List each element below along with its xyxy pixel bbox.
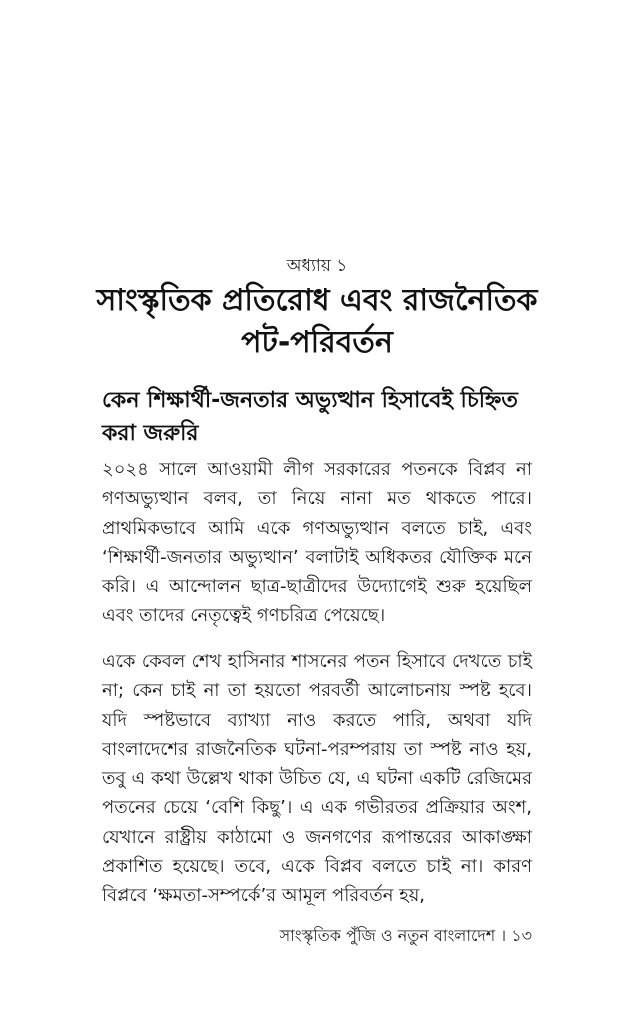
running-title: সাংস্কৃতিক পুঁজি ও নতুন বাংলাদেশ [279,926,496,945]
paragraph: একে কেবল শেখ হাসিনার শাসনের পতন হিসাবে দেখতে চাই না; কেন চাই না তা হয়তো পরবর্তী আলোচনায় স্পষ্ট হবে। যদি স্পষ্টভাবে ব্যাখ্যা নাও করতে পারি, অথবা যদি বাংলাদেশের রাজনৈতিক ঘটনা-পরম্পরায় তা স্পষ্ট নাও হয়, তবু এ কথা উল্লেখ থাকা উচিত যে, এ ঘটনা একটি রেজিমের পতনের চেয়ে ‘বেশি কিছু’। এ এক গভীরতর প্রক্রিয়ার অংশ, যেখানে রাষ্ট্রীয় কাঠামো ও জনগণের রূপান্তরের আকাঙ্ক্ষা প্রকাশিত হয়েছে। তবে, একে বিপ্লব বলতে চাই না। কারণ বিপ্লবে ‘ক্ষমতা-সম্পর্কে’র আমূল পরিবর্তন হয়, [102,651,532,907]
page-footer [102,925,532,947]
footer-separator: । [500,926,507,945]
paragraph: ২০২৪ সালে আওয়ামী লীগ সরকারের পতনকে বিপ্লব না গণঅভ্যুত্থান বলব, তা নিয়ে নানা মত থাকতে পারে। প্রাথমিকভাবে আমি একে গণঅভ্যুত্থান বলতে চাই, এবং ‘শিক্ষার্থী-জনতার অভ্যুত্থান’ বলাটাই অধিকতর যৌক্তিক মনে করি। এ আন্দোলন ছাত্র-ছাত্রীদের উদ্যোগেই শুরু হয়েছিল এবং তাদের নেতৃত্বেই গণচরিত্র পেয়েছে। [102,459,532,627]
section-heading: কেন শিক্ষার্থী-জনতার অভ্যুত্থান হিসাবেই চিহ্নিত করা জরুরি [102,388,518,446]
page-number: ১৩ [511,926,532,945]
chapter-label: অধ্যায় ১ [286,256,348,276]
chapter-title: সাংস্কৃতিক প্রতিরোধ এবং রাজনৈতিক পট-পরিবর্তন [96,283,538,360]
